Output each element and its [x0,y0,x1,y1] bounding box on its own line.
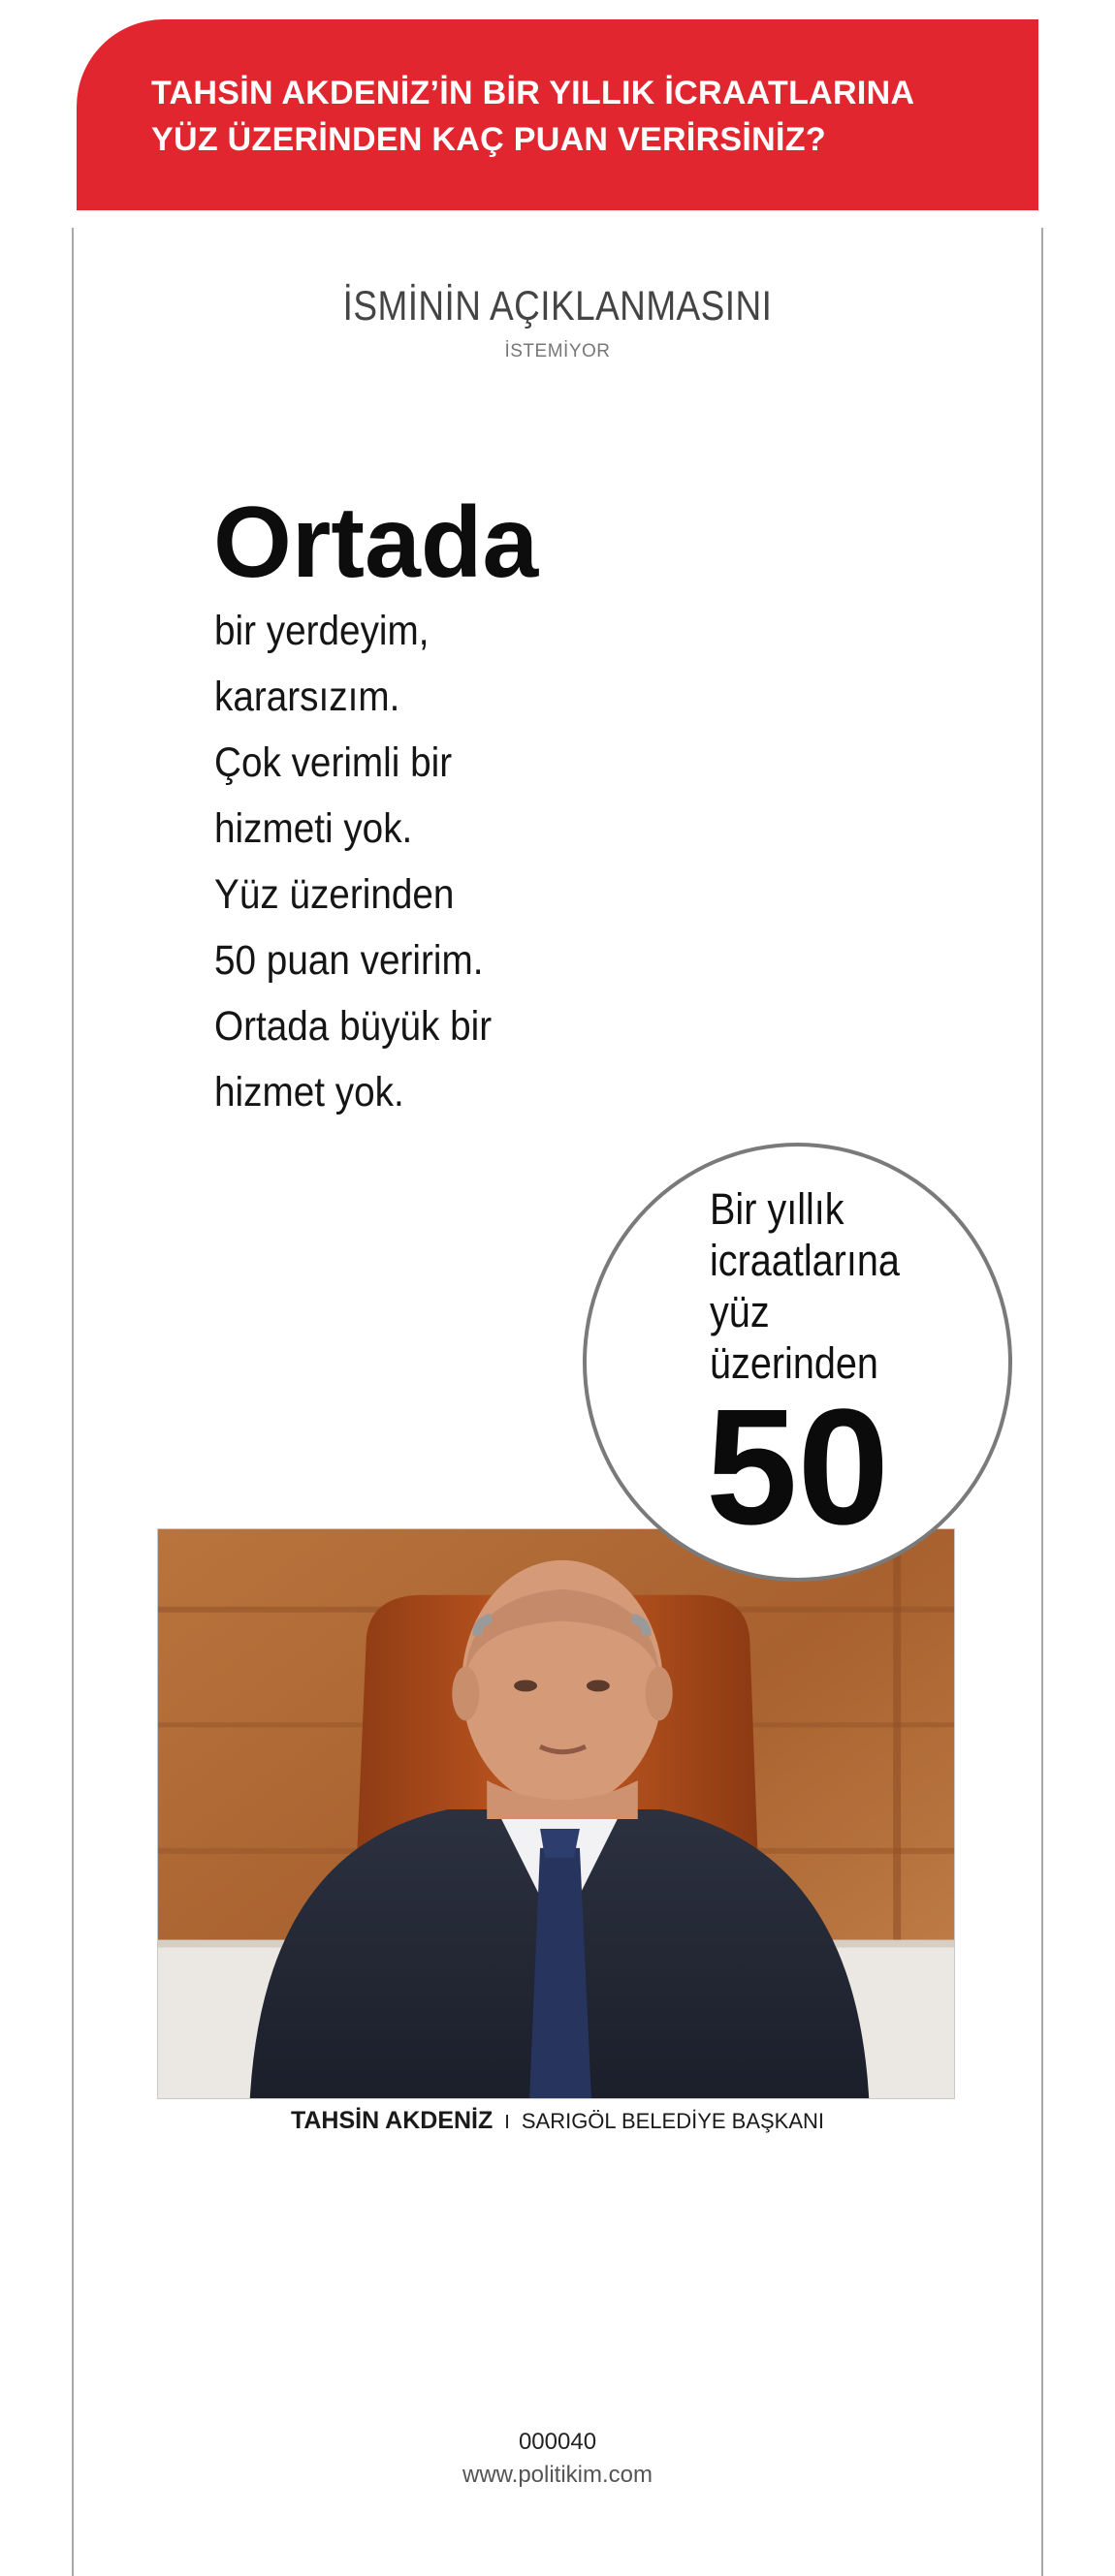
score-label-line: Bir yıllık [710,1184,844,1234]
score-label-line: icraatlarına [710,1236,900,1285]
quote-heading: Ortada [213,487,539,599]
photo-caption [0,2107,1115,2135]
quote-line: hizmet yok. [214,1069,404,1115]
quote-body [214,598,718,1125]
footer-url: www.politikim.com [462,2462,653,2488]
caption-name: TAHSİN AKDENİZ [290,2107,494,2134]
portrait-illustration [158,1529,954,2098]
header-question-line-1: TAHSİN AKDENİZ’İN BİR YILLIK İCRAATLARINA [151,75,915,111]
caption-role: SARIGÖL BELEDİYE BAŞKANI [521,2109,825,2133]
quote-line: Çok verimli bir [214,739,453,786]
footer-code: 000040 [518,2429,597,2455]
respondent-title: İSMİNİN AÇIKLANMASINI [342,283,773,330]
quote-line: 50 puan veririm. [214,937,484,984]
header-question-line-2: YÜZ ÜZERİNDEN KAÇ PUAN VERİRSİNİZ? [151,121,826,158]
quote-line: kararsızım. [214,674,400,720]
frame-left-border [72,228,74,2576]
quote-line: Ortada büyük bir [214,1003,493,1050]
respondent-subtitle: İSTEMİYOR [504,341,611,361]
portrait-photo [157,1528,955,2099]
caption-separator: I [504,2112,510,2133]
quote-line: hizmeti yok. [214,805,413,852]
frame-right-border [1041,228,1043,2576]
score-badge [583,1143,1012,1582]
score-label-line: üzerinden [710,1338,878,1388]
score-content [706,1183,1001,1559]
score-value: 50 [706,1375,890,1559]
score-label-line: yüz [710,1287,770,1336]
quote-line: bir yerdeyim, [214,608,430,654]
quote-line: Yüz üzerinden [214,871,455,918]
header-banner [77,19,1038,210]
